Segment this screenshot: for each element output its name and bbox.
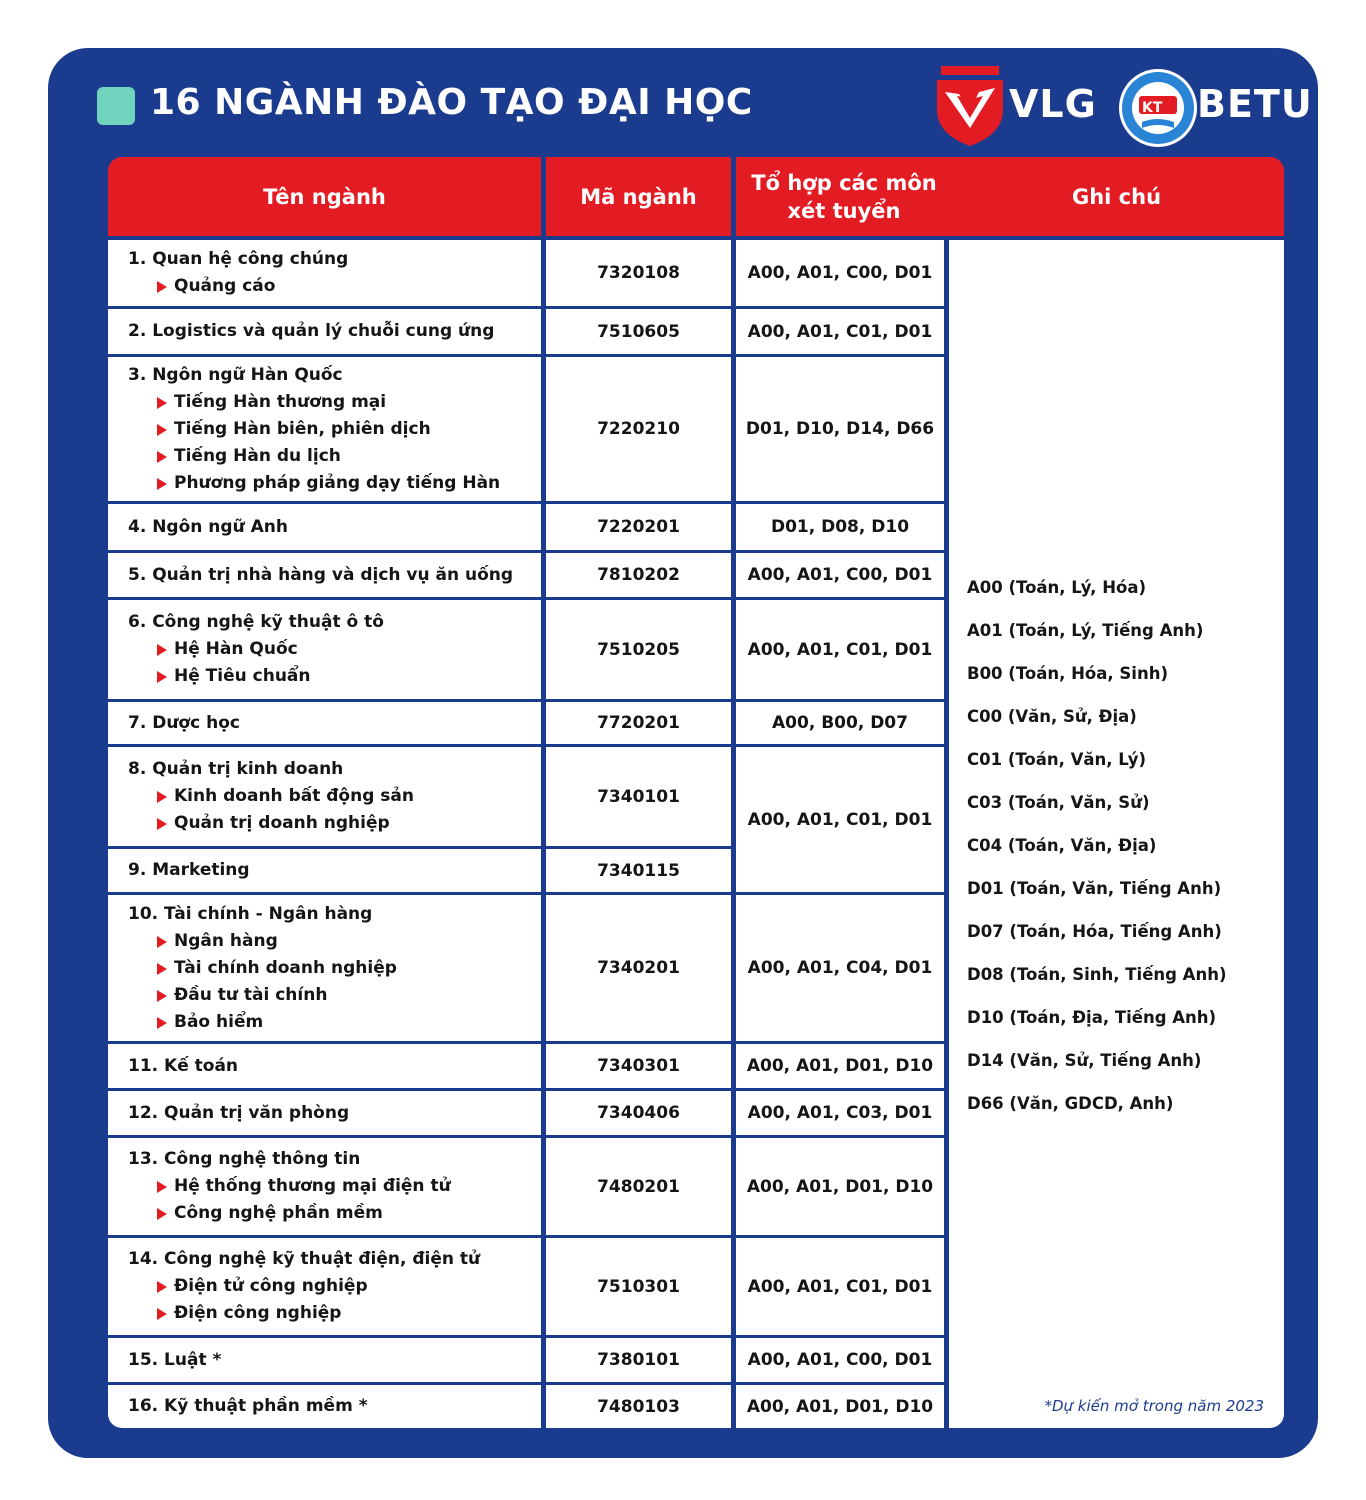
subject-combo-cell: A00, A01, C01, D01 <box>736 309 944 354</box>
major-name: 2. Logistics và quản lý chuỗi cung ứng <box>128 321 495 341</box>
specialization-label: Đầu tư tài chính <box>174 984 328 1005</box>
subject-combo-cell: A00, A01, C00, D01 <box>736 553 944 597</box>
major-code-cell: 7510205 <box>546 600 731 699</box>
subject-combo-cell: A00, A01, C03, D01 <box>736 1091 944 1135</box>
specialization-item <box>128 1300 541 1327</box>
specialization-label: Ngân hàng <box>174 930 278 951</box>
triangle-bullet-icon <box>157 1181 167 1193</box>
specialization-item <box>128 1173 541 1200</box>
triangle-bullet-icon <box>157 936 167 948</box>
major-code-cell: 7220210 <box>546 357 731 501</box>
major-name: 7. Dược học <box>128 712 240 733</box>
specialization-label: Phương pháp giảng dạy tiếng Hàn <box>174 472 501 493</box>
subject-combo-cell: A00, A01, D01, D10 <box>736 1044 944 1088</box>
specialization-item <box>128 636 541 663</box>
logo-group <box>935 66 1313 148</box>
triangle-bullet-icon <box>157 1308 167 1320</box>
major-name-cell <box>108 504 541 550</box>
header-major-name: Tên ngành <box>108 157 541 236</box>
specialization-label: Công nghệ phần mềm <box>174 1203 383 1223</box>
specialization-label: Kinh doanh bất động sản <box>174 786 414 806</box>
major-name: 6. Công nghệ kỹ thuật ô tô <box>128 612 384 632</box>
triangle-bullet-icon <box>157 1281 167 1293</box>
note-item: C01 (Toán, Văn, Lý) <box>967 750 1147 769</box>
subject-combo-cell: A00, A01, C00, D01 <box>736 1338 944 1382</box>
subject-combo-cell: A00, A01, C01, D01 <box>736 747 944 892</box>
major-name-cell <box>108 849 541 892</box>
note-item: D07 (Toán, Hóa, Tiếng Anh) <box>967 922 1222 941</box>
specialization-item <box>128 810 541 837</box>
major-code-cell: 7480103 <box>546 1385 731 1428</box>
major-name-cell <box>108 702 541 744</box>
specialization-item <box>128 955 541 982</box>
major-code-cell: 7380101 <box>546 1338 731 1382</box>
major-name-cell <box>108 553 541 597</box>
note-item: D66 (Văn, GDCD, Anh) <box>967 1094 1174 1113</box>
major-code-cell: 7340101 <box>546 747 731 846</box>
major-name: 8. Quản trị kinh doanh <box>128 759 344 779</box>
subject-combo-cell: A00, A01, D01, D10 <box>736 1138 944 1235</box>
major-name: 4. Ngôn ngữ Anh <box>128 516 288 537</box>
triangle-bullet-icon <box>157 644 167 656</box>
vlg-shield-icon <box>935 66 1005 146</box>
specialization-item <box>128 982 541 1009</box>
note-item: D10 (Toán, Địa, Tiếng Anh) <box>967 1008 1217 1027</box>
specialization-label: Quản trị doanh nghiệp <box>174 813 390 833</box>
triangle-bullet-icon <box>157 1208 167 1220</box>
subject-combo-cell: A00, A01, C01, D01 <box>736 600 944 699</box>
specialization-item <box>128 443 541 470</box>
logo-vlg-text: VLG <box>1009 82 1097 126</box>
specialization-label: Bảo hiểm <box>174 1011 264 1032</box>
major-code-cell: 7340301 <box>546 1044 731 1088</box>
major-name: 16. Kỹ thuật phần mềm * <box>128 1396 368 1416</box>
major-name-cell <box>108 357 541 501</box>
page-title: 16 NGÀNH ĐÀO TẠO ĐẠI HỌC <box>150 82 753 123</box>
triangle-bullet-icon <box>157 990 167 1002</box>
major-name-cell <box>108 747 541 846</box>
major-name: 15. Luật * <box>128 1349 222 1370</box>
note-item: D14 (Văn, Sử, Tiếng Anh) <box>967 1051 1202 1070</box>
major-name-cell <box>108 895 541 1041</box>
major-code-cell: 7720201 <box>546 702 731 744</box>
specialization-item <box>128 663 541 690</box>
major-code-cell: 7340406 <box>546 1091 731 1135</box>
major-code-cell: 7510301 <box>546 1238 731 1335</box>
majors-table <box>108 157 1284 1428</box>
specialization-item <box>128 1200 541 1227</box>
specialization-item <box>128 1009 541 1036</box>
major-code-cell: 7510605 <box>546 309 731 354</box>
specialization-label: Hệ thống thương mại điện tử <box>174 1176 451 1196</box>
major-name-cell <box>108 1385 541 1428</box>
subject-combo-cell: A00, A01, D01, D10 <box>736 1385 944 1428</box>
header-subject-combo: Tổ hợp các môn xét tuyển <box>736 157 952 236</box>
specialization-label: Tài chính doanh nghiệp <box>174 957 397 978</box>
major-code-cell: 7480201 <box>546 1138 731 1235</box>
triangle-bullet-icon <box>157 963 167 975</box>
triangle-bullet-icon <box>157 791 167 803</box>
subject-combo-cell: A00, B00, D07 <box>736 702 944 744</box>
logo-betu-text: BETU <box>1197 82 1313 126</box>
major-name: 14. Công nghệ kỹ thuật điện, điện tử <box>128 1249 481 1269</box>
specialization-item <box>128 1273 541 1300</box>
major-code-cell: 7220201 <box>546 504 731 550</box>
notes-column <box>949 240 1284 1428</box>
triangle-bullet-icon <box>157 478 167 490</box>
subject-combo-cell: D01, D10, D14, D66 <box>736 357 944 501</box>
major-code-cell: 7340115 <box>546 849 731 892</box>
logo-badge-text: KT <box>1142 100 1163 116</box>
footnote: *Dự kiến mở trong năm 2023 <box>1044 1397 1264 1415</box>
major-name: 12. Quản trị văn phòng <box>128 1102 350 1123</box>
specialization-label: Tiếng Hàn biên, phiên dịch <box>174 418 431 439</box>
triangle-bullet-icon <box>157 397 167 409</box>
note-item: C00 (Văn, Sử, Địa) <box>967 707 1137 726</box>
major-name: 11. Kế toán <box>128 1055 239 1076</box>
triangle-bullet-icon <box>157 1017 167 1029</box>
major-name: 3. Ngôn ngữ Hàn Quốc <box>128 364 343 385</box>
specialization-item <box>128 783 541 810</box>
major-name: 10. Tài chính - Ngân hàng <box>128 903 373 924</box>
major-name-cell <box>108 1338 541 1382</box>
major-name-cell <box>108 1238 541 1335</box>
major-code-cell: 7320108 <box>546 240 731 306</box>
specialization-label: Điện tử công nghiệp <box>174 1276 368 1296</box>
specialization-label: Điện công nghiệp <box>174 1303 342 1323</box>
triangle-bullet-icon <box>157 281 167 293</box>
major-name: 1. Quan hệ công chúng <box>128 249 349 269</box>
specialization-item <box>128 416 541 443</box>
title-bullet-square <box>97 87 135 125</box>
note-item: D08 (Toán, Sinh, Tiếng Anh) <box>967 965 1227 984</box>
specialization-label: Hệ Tiêu chuẩn <box>174 666 311 686</box>
major-name-cell <box>108 1091 541 1135</box>
specialization-item <box>128 928 541 955</box>
major-name: 13. Công nghệ thông tin <box>128 1149 361 1169</box>
specialization-label: Quảng cáo <box>174 276 276 296</box>
major-code-cell: 7810202 <box>546 553 731 597</box>
note-item: A00 (Toán, Lý, Hóa) <box>967 578 1147 597</box>
specialization-label: Hệ Hàn Quốc <box>174 639 298 659</box>
major-name: 9. Marketing <box>128 860 250 880</box>
subject-combo-cell: A00, A01, C04, D01 <box>736 895 944 1041</box>
triangle-bullet-icon <box>157 671 167 683</box>
note-item: A01 (Toán, Lý, Tiếng Anh) <box>967 621 1204 640</box>
subject-combo-cell: A00, A01, C00, D01 <box>736 240 944 306</box>
triangle-bullet-icon <box>157 818 167 830</box>
major-name-cell <box>108 600 541 699</box>
specialization-label: Tiếng Hàn du lịch <box>174 445 341 466</box>
specialization-item <box>128 470 541 497</box>
triangle-bullet-icon <box>157 451 167 463</box>
specialization-item <box>128 273 541 300</box>
note-item: C04 (Toán, Văn, Địa) <box>967 836 1157 855</box>
triangle-bullet-icon <box>157 424 167 436</box>
major-name: 5. Quản trị nhà hàng và dịch vụ ăn uống <box>128 564 514 585</box>
note-item: B00 (Toán, Hóa, Sinh) <box>967 664 1168 683</box>
note-item: D01 (Toán, Văn, Tiếng Anh) <box>967 879 1222 898</box>
major-name-cell <box>108 1138 541 1235</box>
specialization-item <box>128 389 541 416</box>
major-name-cell <box>108 1044 541 1088</box>
major-name-cell <box>108 309 541 354</box>
subject-combo-cell: A00, A01, C01, D01 <box>736 1238 944 1335</box>
header-major-code: Mã ngành <box>546 157 731 236</box>
note-item: C03 (Toán, Văn, Sử) <box>967 793 1150 812</box>
major-name-cell <box>108 240 541 306</box>
subject-combo-cell: D01, D08, D10 <box>736 504 944 550</box>
specialization-label: Tiếng Hàn thương mại <box>174 391 387 412</box>
header-notes: Ghi chú <box>949 157 1284 236</box>
major-code-cell: 7340201 <box>546 895 731 1041</box>
